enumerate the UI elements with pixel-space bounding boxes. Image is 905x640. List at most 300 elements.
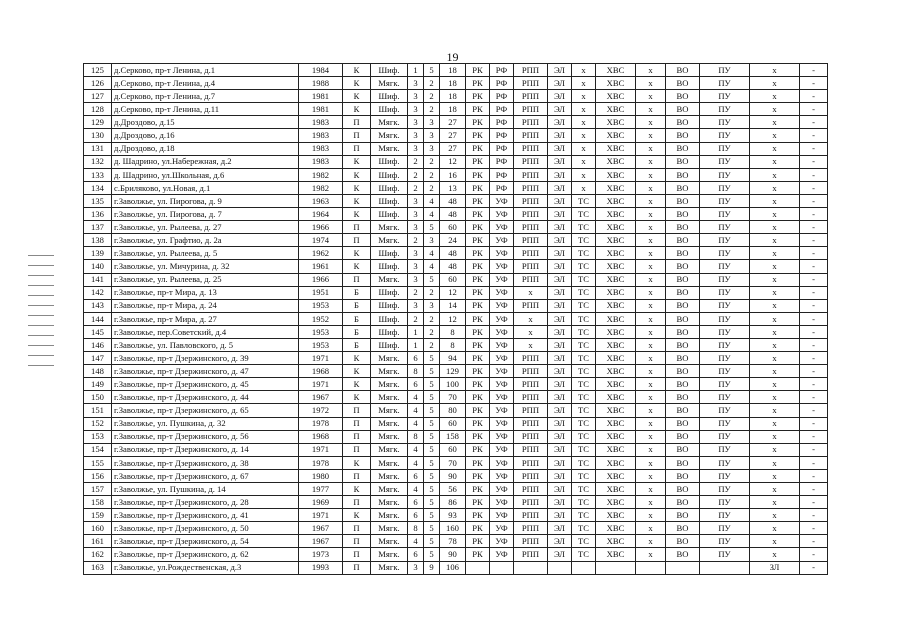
cell-c18: х (750, 483, 800, 496)
cell-wall-material: К (343, 365, 371, 378)
cell-c13: ТС (572, 391, 596, 404)
cell-c15: х (636, 509, 666, 522)
cell-c16: ВО (666, 391, 700, 404)
cell-entrances: 3 (408, 208, 424, 221)
cell-c16: ВО (666, 129, 700, 142)
cell-c19: - (800, 299, 828, 312)
table-row (84, 142, 828, 155)
cell-c17: ПУ (700, 417, 750, 430)
cell-c14: ХВС (596, 299, 636, 312)
cell-c18: х (750, 260, 800, 273)
cell-c12: ЭЛ (548, 129, 572, 142)
cell-c14: ХВС (596, 273, 636, 286)
cell-c15: х (636, 378, 666, 391)
cell-c16: ВО (666, 443, 700, 456)
cell-roof-type: Мягк. (371, 483, 408, 496)
cell-c13: ТС (572, 535, 596, 548)
cell-c9: РК (466, 90, 490, 103)
cell-wall-material: К (343, 181, 371, 194)
cell-c15: х (636, 247, 666, 260)
cell-c14 (596, 561, 636, 574)
cell-c11: РПП (514, 391, 548, 404)
cell-c14: ХВС (596, 338, 636, 351)
cell-c15: х (636, 483, 666, 496)
cell-address: д. Шадрино, ул.Набережная, д.2 (112, 155, 299, 168)
cell-address: г.Заволжье, пр-т Дзержинского, д. 44 (112, 391, 299, 404)
cell-c9: РК (466, 273, 490, 286)
cell-c14: ХВС (596, 234, 636, 247)
cell-entrances: 4 (408, 443, 424, 456)
cell-row-number: 153 (84, 430, 112, 443)
cell-c16: ВО (666, 103, 700, 116)
table-row (84, 286, 828, 299)
cell-c14: ХВС (596, 325, 636, 338)
cell-c10: РФ (490, 77, 514, 90)
cell-apartments: 160 (440, 522, 466, 535)
cell-entrances: 3 (408, 561, 424, 574)
cell-row-number: 152 (84, 417, 112, 430)
cell-c9: РК (466, 181, 490, 194)
cell-c9: РК (466, 417, 490, 430)
cell-c16: ВО (666, 286, 700, 299)
cell-roof-type: Шиф. (371, 155, 408, 168)
cell-roof-type: Мягк. (371, 129, 408, 142)
cell-apartments: 106 (440, 561, 466, 574)
cell-row-number: 146 (84, 338, 112, 351)
cell-c16: ВО (666, 260, 700, 273)
cell-c10: УФ (490, 234, 514, 247)
cell-c9: РК (466, 469, 490, 482)
cell-address: г.Заволжье, ул. Павловского, д. 5 (112, 338, 299, 351)
cell-apartments: 18 (440, 64, 466, 77)
cell-c19: - (800, 168, 828, 181)
cell-roof-type: Мягк. (371, 561, 408, 574)
cell-apartments: 24 (440, 234, 466, 247)
cell-row-number: 143 (84, 299, 112, 312)
cell-address: г.Заволжье, пр-т Дзержинского, д. 67 (112, 469, 299, 482)
cell-row-number: 127 (84, 90, 112, 103)
scan-mark (28, 255, 54, 256)
cell-apartments: 94 (440, 352, 466, 365)
cell-c18: х (750, 365, 800, 378)
cell-address: г.Заволжье, пр-т Дзержинского, д. 65 (112, 404, 299, 417)
cell-year-built: 1963 (299, 194, 343, 207)
cell-c13: ТС (572, 352, 596, 365)
cell-c9: РК (466, 404, 490, 417)
cell-roof-type: Мягк. (371, 116, 408, 129)
cell-c11: РПП (514, 247, 548, 260)
cell-c13: х (572, 142, 596, 155)
cell-c15: х (636, 469, 666, 482)
cell-entrances: 4 (408, 535, 424, 548)
cell-row-number: 156 (84, 469, 112, 482)
table-row (84, 561, 828, 574)
cell-c11: РПП (514, 456, 548, 469)
cell-c10: УФ (490, 260, 514, 273)
cell-c17: ПУ (700, 273, 750, 286)
cell-floors: 2 (424, 181, 440, 194)
cell-c19: - (800, 260, 828, 273)
cell-apartments: 8 (440, 325, 466, 338)
cell-c16: ВО (666, 483, 700, 496)
cell-c14: ХВС (596, 90, 636, 103)
cell-c16: ВО (666, 378, 700, 391)
cell-c15: х (636, 312, 666, 325)
table-row (84, 469, 828, 482)
cell-c17: ПУ (700, 404, 750, 417)
cell-wall-material: Б (343, 299, 371, 312)
cell-c9: РК (466, 77, 490, 90)
cell-c19: - (800, 378, 828, 391)
cell-apartments: 56 (440, 483, 466, 496)
cell-c13: ТС (572, 430, 596, 443)
cell-entrances: 4 (408, 417, 424, 430)
cell-c11: РПП (514, 168, 548, 181)
cell-c16: ВО (666, 509, 700, 522)
cell-c15: х (636, 299, 666, 312)
cell-year-built: 1978 (299, 417, 343, 430)
cell-address: г.Заволжье, пр-т Дзержинского, д. 45 (112, 378, 299, 391)
cell-c15: х (636, 456, 666, 469)
table-row (84, 430, 828, 443)
cell-c16: ВО (666, 338, 700, 351)
cell-address: г.Заволжье, ул. Рылеева, д. 25 (112, 273, 299, 286)
cell-c9: РК (466, 522, 490, 535)
cell-c11: х (514, 286, 548, 299)
cell-year-built: 1988 (299, 77, 343, 90)
cell-c18: х (750, 509, 800, 522)
cell-c14: ХВС (596, 548, 636, 561)
cell-c10: УФ (490, 443, 514, 456)
cell-c16: ВО (666, 90, 700, 103)
cell-c17: ПУ (700, 286, 750, 299)
cell-c16: ВО (666, 404, 700, 417)
cell-c19: - (800, 142, 828, 155)
cell-c19: - (800, 456, 828, 469)
cell-c11: РПП (514, 417, 548, 430)
cell-c16: ВО (666, 234, 700, 247)
cell-c17: ПУ (700, 509, 750, 522)
cell-roof-type: Мягк. (371, 469, 408, 482)
cell-address: г.Заволжье, пр-т Мира, д. 13 (112, 286, 299, 299)
cell-c9: РК (466, 443, 490, 456)
cell-c10: УФ (490, 299, 514, 312)
cell-c11: РПП (514, 234, 548, 247)
cell-apartments: 60 (440, 417, 466, 430)
cell-wall-material: Б (343, 286, 371, 299)
cell-c10: УФ (490, 509, 514, 522)
cell-c17: ПУ (700, 378, 750, 391)
table-row (84, 325, 828, 338)
cell-c10: УФ (490, 338, 514, 351)
cell-c16: ВО (666, 247, 700, 260)
cell-c19: - (800, 325, 828, 338)
cell-c14: ХВС (596, 103, 636, 116)
cell-c19: - (800, 548, 828, 561)
cell-row-number: 129 (84, 116, 112, 129)
cell-c15: х (636, 286, 666, 299)
cell-wall-material: Б (343, 312, 371, 325)
cell-c11: РПП (514, 352, 548, 365)
cell-row-number: 135 (84, 194, 112, 207)
cell-roof-type: Шиф. (371, 325, 408, 338)
cell-c18: х (750, 155, 800, 168)
cell-year-built: 1993 (299, 561, 343, 574)
cell-c19: - (800, 77, 828, 90)
cell-c12: ЭЛ (548, 142, 572, 155)
cell-apartments: 60 (440, 221, 466, 234)
cell-roof-type: Мягк. (371, 535, 408, 548)
cell-floors: 5 (424, 417, 440, 430)
cell-c9: РК (466, 509, 490, 522)
cell-year-built: 1971 (299, 443, 343, 456)
cell-c9: РК (466, 247, 490, 260)
cell-c19: - (800, 247, 828, 260)
cell-address: г.Заволжье, пр-т Дзержинского, д. 14 (112, 443, 299, 456)
cell-c9: РК (466, 260, 490, 273)
cell-address: г.Заволжье, пр-т Дзержинского, д. 41 (112, 509, 299, 522)
cell-c16: ВО (666, 456, 700, 469)
cell-c17: ПУ (700, 142, 750, 155)
cell-c18: х (750, 90, 800, 103)
cell-c12: ЭЛ (548, 430, 572, 443)
cell-wall-material: П (343, 496, 371, 509)
cell-floors: 5 (424, 404, 440, 417)
cell-c9: РК (466, 352, 490, 365)
cell-roof-type: Мягк. (371, 365, 408, 378)
cell-c17: ПУ (700, 247, 750, 260)
cell-c17: ПУ (700, 483, 750, 496)
cell-c18: х (750, 378, 800, 391)
cell-c19: - (800, 181, 828, 194)
cell-wall-material: К (343, 90, 371, 103)
cell-row-number: 142 (84, 286, 112, 299)
cell-apartments: 13 (440, 181, 466, 194)
cell-c14: ХВС (596, 404, 636, 417)
cell-row-number: 145 (84, 325, 112, 338)
cell-address: г.Заволжье, ул. Пушкина, д. 32 (112, 417, 299, 430)
cell-entrances: 6 (408, 378, 424, 391)
cell-c12: ЭЛ (548, 535, 572, 548)
cell-c9: РК (466, 208, 490, 221)
cell-c18: х (750, 234, 800, 247)
cell-row-number: 144 (84, 312, 112, 325)
cell-floors: 5 (424, 456, 440, 469)
cell-entrances: 3 (408, 116, 424, 129)
cell-entrances: 3 (408, 129, 424, 142)
cell-c12: ЭЛ (548, 338, 572, 351)
cell-year-built: 1967 (299, 522, 343, 535)
cell-address: г.Заволжье, пр-т Мира, д. 27 (112, 312, 299, 325)
cell-apartments: 93 (440, 509, 466, 522)
cell-year-built: 1964 (299, 208, 343, 221)
cell-c11: РПП (514, 430, 548, 443)
cell-c19: - (800, 352, 828, 365)
cell-c14: ХВС (596, 221, 636, 234)
cell-c19: - (800, 234, 828, 247)
cell-c10: УФ (490, 208, 514, 221)
cell-wall-material: П (343, 430, 371, 443)
cell-c10: УФ (490, 378, 514, 391)
cell-c15: х (636, 430, 666, 443)
cell-wall-material: Б (343, 338, 371, 351)
cell-year-built: 1982 (299, 168, 343, 181)
cell-address: г.Заволжье, пр-т Дзержинского, д. 28 (112, 496, 299, 509)
cell-c11: РПП (514, 260, 548, 273)
table-row (84, 456, 828, 469)
cell-row-number: 133 (84, 168, 112, 181)
cell-c17: ПУ (700, 548, 750, 561)
cell-c11: РПП (514, 443, 548, 456)
cell-c12: ЭЛ (548, 352, 572, 365)
cell-c10: УФ (490, 535, 514, 548)
cell-c10: РФ (490, 142, 514, 155)
cell-address: д.Дроздово, д.18 (112, 142, 299, 155)
cell-c12: ЭЛ (548, 483, 572, 496)
cell-c17: ПУ (700, 312, 750, 325)
cell-apartments: 129 (440, 365, 466, 378)
cell-c12: ЭЛ (548, 548, 572, 561)
cell-c12: ЭЛ (548, 155, 572, 168)
cell-c9: РК (466, 325, 490, 338)
cell-c12: ЭЛ (548, 443, 572, 456)
table-row (84, 509, 828, 522)
cell-c15: х (636, 496, 666, 509)
table-row (84, 312, 828, 325)
cell-c12: ЭЛ (548, 404, 572, 417)
cell-c18: х (750, 194, 800, 207)
table-row (84, 181, 828, 194)
cell-apartments: 158 (440, 430, 466, 443)
cell-c17: ПУ (700, 365, 750, 378)
cell-c9: РК (466, 338, 490, 351)
cell-apartments: 90 (440, 469, 466, 482)
cell-address: г.Заволжье, пр-т Дзержинского, д. 38 (112, 456, 299, 469)
cell-c18: х (750, 247, 800, 260)
cell-c14: ХВС (596, 443, 636, 456)
cell-c13: х (572, 77, 596, 90)
cell-entrances: 1 (408, 338, 424, 351)
cell-floors: 5 (424, 509, 440, 522)
cell-c19: - (800, 535, 828, 548)
cell-entrances: 3 (408, 103, 424, 116)
cell-c10: УФ (490, 286, 514, 299)
cell-year-built: 1951 (299, 286, 343, 299)
cell-wall-material: П (343, 234, 371, 247)
cell-c11: х (514, 312, 548, 325)
cell-apartments: 8 (440, 338, 466, 351)
table-row (84, 483, 828, 496)
cell-c19: - (800, 509, 828, 522)
cell-c19: - (800, 273, 828, 286)
cell-c15: х (636, 443, 666, 456)
cell-entrances: 6 (408, 548, 424, 561)
cell-c11: РПП (514, 90, 548, 103)
cell-c16: ВО (666, 64, 700, 77)
cell-year-built: 1968 (299, 365, 343, 378)
table-row (84, 273, 828, 286)
cell-wall-material: К (343, 208, 371, 221)
cell-c14: ХВС (596, 64, 636, 77)
cell-c10: РФ (490, 116, 514, 129)
cell-c18: х (750, 181, 800, 194)
cell-c9: РК (466, 116, 490, 129)
cell-year-built: 1967 (299, 535, 343, 548)
cell-c18: х (750, 496, 800, 509)
scan-mark (28, 305, 54, 306)
cell-c10: УФ (490, 456, 514, 469)
cell-apartments: 27 (440, 142, 466, 155)
table-row (84, 391, 828, 404)
cell-c19: - (800, 430, 828, 443)
cell-c18: х (750, 299, 800, 312)
cell-c16: ВО (666, 116, 700, 129)
cell-wall-material: П (343, 129, 371, 142)
cell-year-built: 1971 (299, 378, 343, 391)
cell-c13: ТС (572, 509, 596, 522)
cell-row-number: 125 (84, 64, 112, 77)
cell-c13: ТС (572, 469, 596, 482)
scan-mark (28, 365, 54, 366)
cell-floors: 4 (424, 194, 440, 207)
cell-c17: ПУ (700, 325, 750, 338)
cell-c11: РПП (514, 194, 548, 207)
cell-wall-material: П (343, 404, 371, 417)
cell-row-number: 151 (84, 404, 112, 417)
cell-c18: х (750, 142, 800, 155)
cell-c16: ВО (666, 273, 700, 286)
cell-entrances: 2 (408, 234, 424, 247)
cell-floors: 3 (424, 299, 440, 312)
cell-c19: - (800, 496, 828, 509)
cell-c13: ТС (572, 496, 596, 509)
cell-year-built: 1971 (299, 509, 343, 522)
cell-c9: РК (466, 496, 490, 509)
cell-c12: ЭЛ (548, 234, 572, 247)
cell-year-built: 1966 (299, 273, 343, 286)
cell-year-built: 1962 (299, 247, 343, 260)
cell-entrances: 3 (408, 247, 424, 260)
cell-c16: ВО (666, 168, 700, 181)
cell-c9: РК (466, 456, 490, 469)
cell-floors: 2 (424, 77, 440, 90)
cell-c10: УФ (490, 247, 514, 260)
cell-c14: ХВС (596, 391, 636, 404)
cell-entrances: 2 (408, 155, 424, 168)
cell-address: г.Заволжье, пр-т Дзержинского, д. 50 (112, 522, 299, 535)
cell-c14: ХВС (596, 430, 636, 443)
cell-wall-material: К (343, 483, 371, 496)
cell-floors: 4 (424, 208, 440, 221)
cell-entrances: 1 (408, 325, 424, 338)
cell-c16: ВО (666, 221, 700, 234)
cell-c12: ЭЛ (548, 469, 572, 482)
cell-c12: ЭЛ (548, 221, 572, 234)
cell-floors: 5 (424, 64, 440, 77)
cell-c17: ПУ (700, 456, 750, 469)
cell-row-number: 130 (84, 129, 112, 142)
cell-c18: х (750, 325, 800, 338)
cell-c13: ТС (572, 456, 596, 469)
cell-c16: ВО (666, 352, 700, 365)
cell-apartments: 48 (440, 260, 466, 273)
cell-entrances: 3 (408, 77, 424, 90)
cell-c15: х (636, 64, 666, 77)
cell-row-number: 132 (84, 155, 112, 168)
cell-c17: ПУ (700, 208, 750, 221)
table-row (84, 522, 828, 535)
housing-table-wrapper (83, 63, 828, 575)
